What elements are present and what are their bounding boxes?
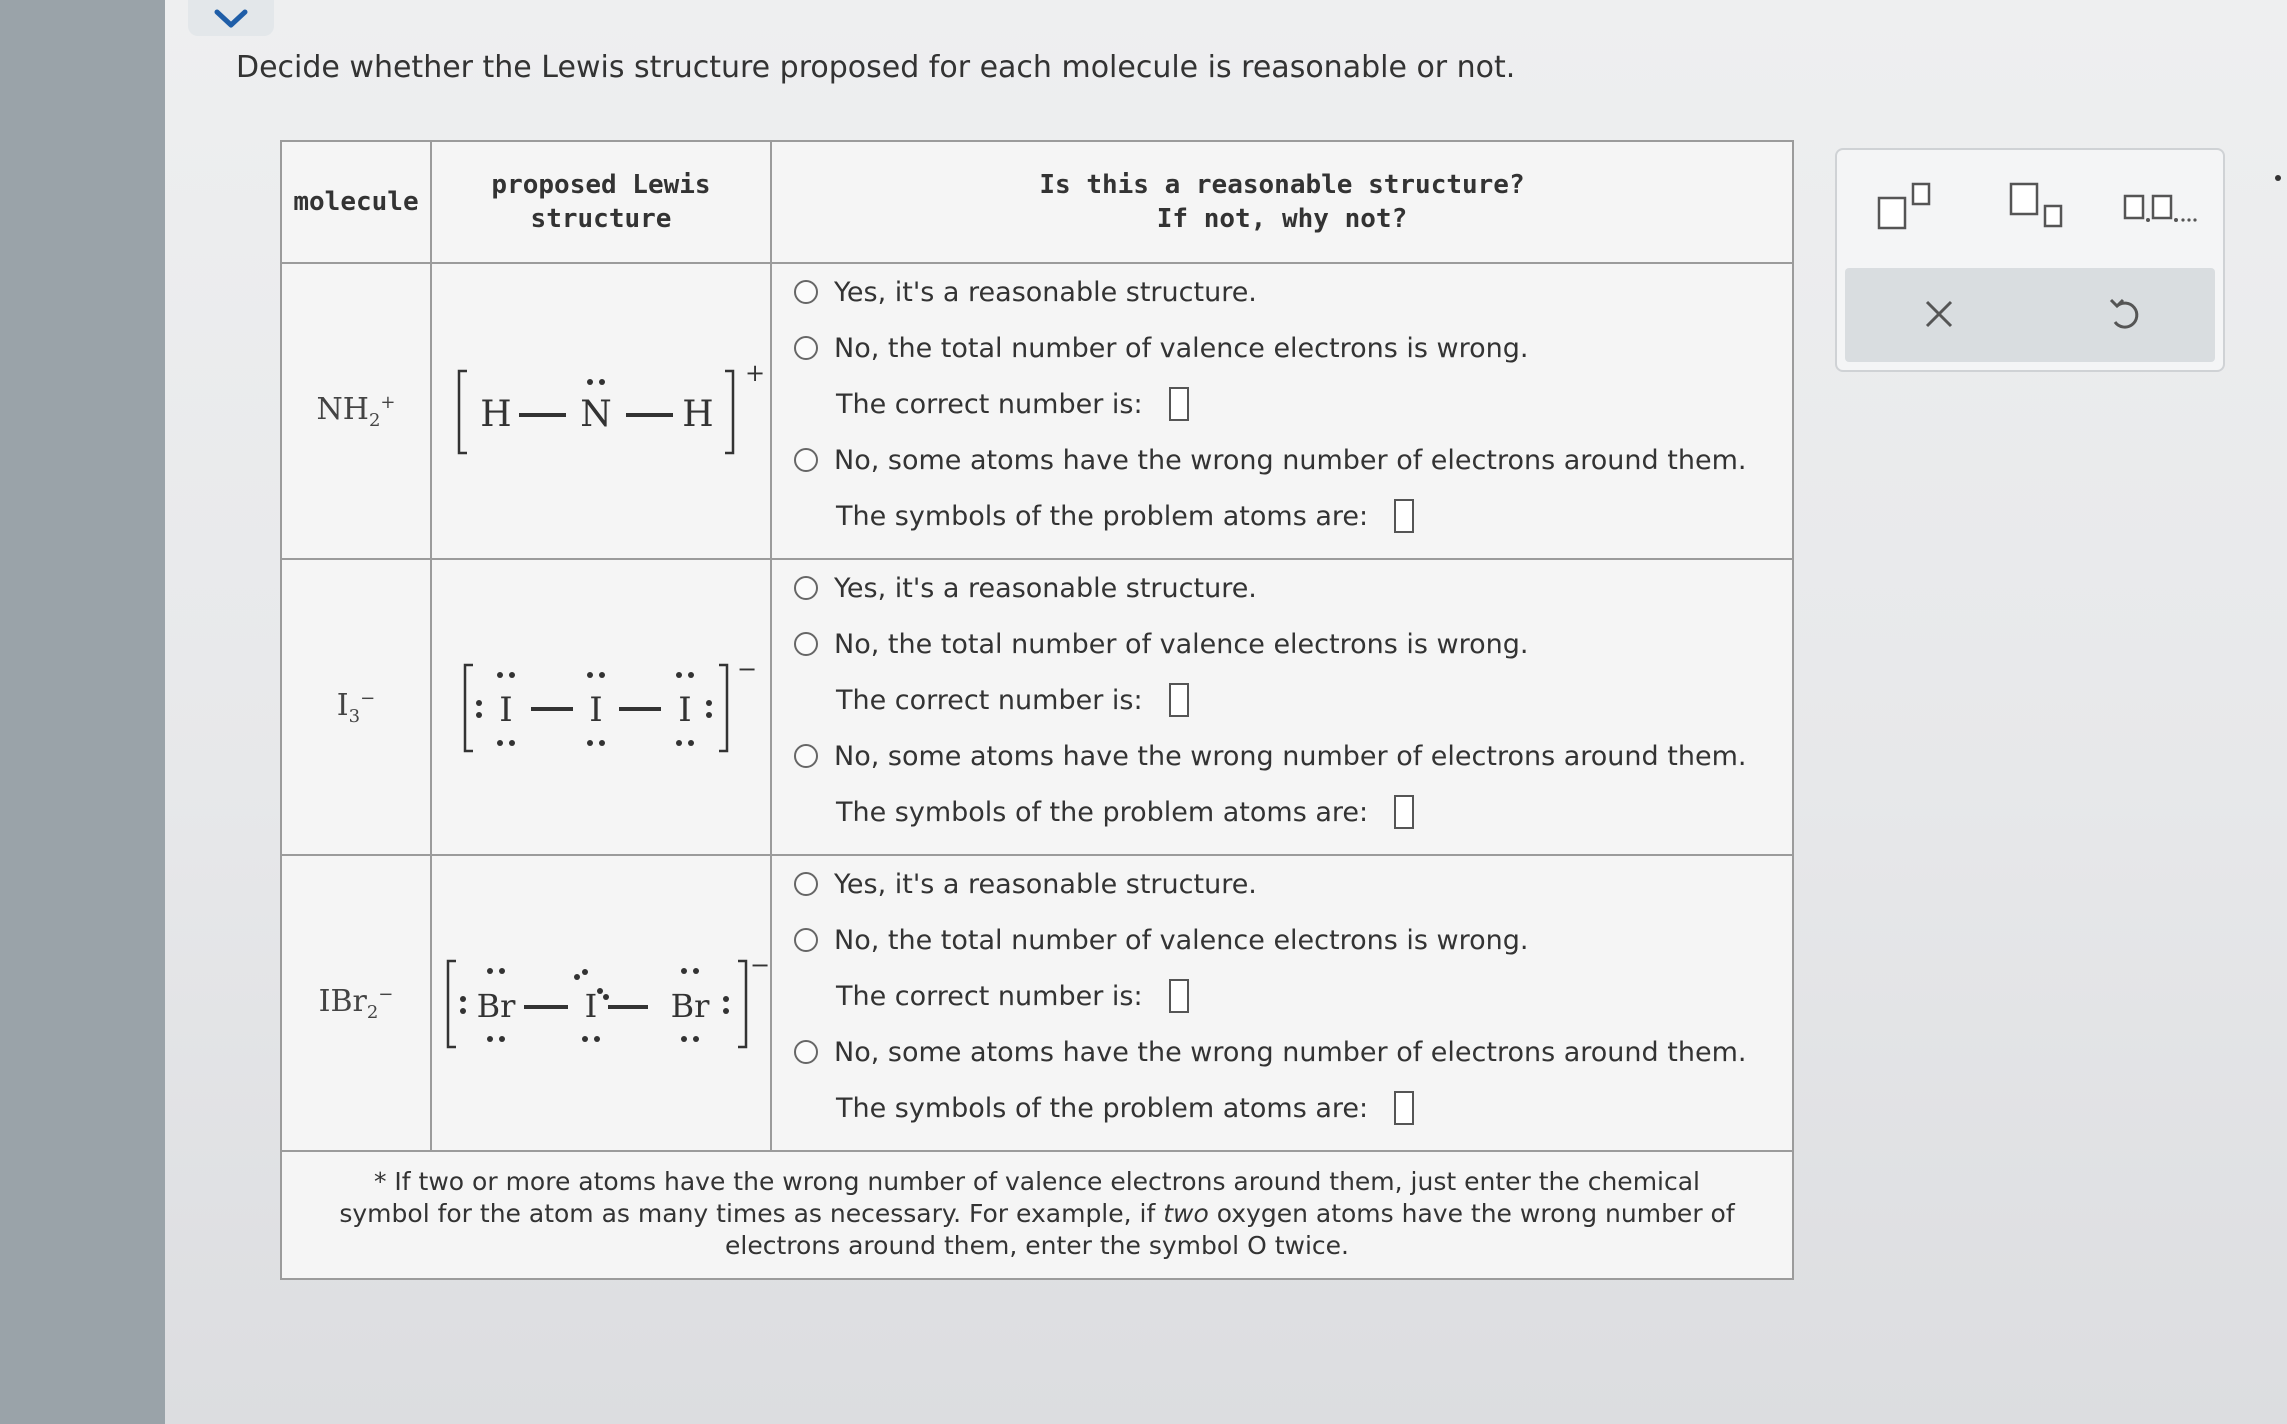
lone-pair-dot [587,740,593,746]
lone-pair-dot [594,1036,600,1042]
lone-pair-dot [693,968,699,974]
collapse-button[interactable] [188,0,274,36]
lone-pair-dot [460,1008,466,1014]
option-wrong-atoms[interactable]: No, some atoms have the wrong number of electrons around them. [794,432,1792,488]
toolbox-action-bar [1845,268,2215,362]
footnote-line2: symbol for the atom as many times as necessary. For example, if two oxygen atoms have the wrong number of [339,1199,1735,1228]
lewis-structure-table [280,140,1794,1280]
radio-yes[interactable] [794,280,818,304]
radio-wrong-count[interactable] [794,928,818,952]
lewis-structure-diagram [441,341,766,481]
lewis-structure-diagram [436,933,771,1073]
atom-label: Br [476,987,516,1025]
radio-wrong-count[interactable] [794,336,818,360]
answer-options-cell [771,855,1793,1151]
option-yes[interactable]: Yes, it's a reasonable structure. [794,560,1792,616]
answer-options-cell [771,559,1793,855]
footnote-line3: electrons around them, enter the symbol O twice. [725,1231,1349,1260]
lone-pair-dot [476,712,482,718]
lone-pair-dot [497,672,503,678]
lone-pair-dot [587,379,593,385]
lone-pair-dot [723,1008,729,1014]
lone-pair-dot [487,968,493,974]
molecule-formula: IBr$_2$− [318,983,394,1023]
molecule-formula: $I_3^-$ [336,687,376,727]
radio-wrong-atoms[interactable] [794,744,818,768]
option-yes[interactable]: Yes, it's a reasonable structure. [794,856,1792,912]
lone-pair-dot [509,672,515,678]
molecule-cell [281,855,431,1151]
lone-pair-dot [676,740,682,746]
lewis-structure-cell [431,263,771,559]
charge-label: − [750,951,771,979]
lone-pair-dot [574,974,580,980]
lone-pair-dot [681,968,687,974]
lewis-structure-diagram [441,637,761,777]
molecule-cell [281,263,431,559]
lone-pair-dot [706,712,712,718]
table-header-row [281,141,1793,263]
header-molecule: molecule [281,141,431,263]
lone-pair-dot [693,1036,699,1042]
header-lewis-line2: structure [530,204,672,234]
header-reason [771,141,1793,263]
radio-yes[interactable] [794,576,818,600]
lone-pair-dot [460,996,466,1002]
correct-number-line: The correct number is: [794,672,1792,728]
left-gray-strip [0,0,165,1424]
radio-yes[interactable] [794,872,818,896]
atom-label: H [480,394,512,435]
chevron-down-icon [211,6,251,30]
superscript-box-icon[interactable] [1875,180,1939,232]
lewis-structure-cell [431,559,771,855]
correct-number-line: The correct number is: [794,968,1792,1024]
problem-atoms-line: The symbols of the problem atoms are: [794,1080,1792,1136]
lone-pair-dot [706,700,712,706]
subscript-box-icon[interactable] [2007,180,2071,232]
problem-atoms-line: The symbols of the problem atoms are: [794,784,1792,840]
option-wrong-atoms[interactable]: No, some atoms have the wrong number of electrons around them. [794,728,1792,784]
lone-pair-dot [587,672,593,678]
lone-pair-dot [688,740,694,746]
lone-pair-dot [688,672,694,678]
option-yes[interactable]: Yes, it's a reasonable structure. [794,264,1792,320]
lone-pair-dot [497,740,503,746]
radio-wrong-count[interactable] [794,632,818,656]
instruction-text: Decide whether the Lewis structure proposed for each molecule is reasonable or not. [236,50,1516,85]
lone-pair-dot [509,740,515,746]
lone-pair-dot [597,988,603,994]
molecule-cell [281,559,431,855]
math-toolbox [1835,148,2225,372]
header-reason-line1: Is this a reasonable structure? [1039,170,1525,200]
lone-pair-dot [676,672,682,678]
footnote-row [281,1151,1793,1279]
lone-pair-dot [599,672,605,678]
atom-label: I [499,690,513,730]
option-wrong-atoms[interactable]: No, some atoms have the wrong number of electrons around them. [794,1024,1792,1080]
lone-pair-dot [599,740,605,746]
lone-pair-dot [681,1036,687,1042]
lone-pair-dot [476,700,482,706]
option-wrong-count[interactable]: No, the total number of valence electrons is wrong. [794,616,1792,672]
problem-atoms-input[interactable] [1394,499,1414,533]
problem-atoms-input[interactable] [1394,1091,1414,1125]
lone-pair-dot [499,968,505,974]
footnote-line1: * If two or more atoms have the wrong number of valence electrons around them, just enter the chemical [373,1167,1700,1196]
lone-pair-dot [723,996,729,1002]
lone-pair-dot [599,379,605,385]
option-wrong-count[interactable]: No, the total number of valence electrons is wrong. [794,320,1792,376]
footnote [281,1151,1793,1279]
header-lewis [431,141,771,263]
correct-number-line: The correct number is: [794,376,1792,432]
lone-pair-dot [582,969,588,975]
atom-label: Br [670,987,710,1025]
molecule-formula: $NH_2^+$ [316,391,396,431]
header-lewis-line1: proposed Lewis [491,170,711,200]
atom-label: I [589,690,603,730]
close-icon[interactable] [1921,296,1957,332]
lone-pair-dot [487,1036,493,1042]
problem-atoms-input[interactable] [1394,795,1414,829]
comma-list-icon[interactable] [2121,188,2211,228]
header-reason-line2: If not, why not? [1156,204,1408,234]
atom-label: N [580,394,612,435]
option-wrong-count[interactable]: No, the total number of valence electrons is wrong. [794,912,1792,968]
radio-wrong-atoms[interactable] [794,1040,818,1064]
charge-label: + [745,359,766,387]
table-row [281,559,1793,855]
problem-atoms-line: The symbols of the problem atoms are: [794,488,1792,544]
lone-pair-dot [582,1036,588,1042]
atom-label: I [584,987,598,1025]
radio-wrong-atoms[interactable] [794,448,818,472]
atom-label: I [678,690,692,730]
lone-pair-dot [603,994,609,1000]
answer-options-cell [771,263,1793,559]
correct-number-input[interactable] [1169,979,1189,1013]
charge-label: − [737,655,758,683]
table-row [281,855,1793,1151]
lewis-structure-cell [431,855,771,1151]
undo-icon[interactable] [2105,292,2145,336]
stray-dot [2275,175,2281,181]
correct-number-input[interactable] [1169,683,1189,717]
table-row [281,263,1793,559]
correct-number-input[interactable] [1169,387,1189,421]
lone-pair-dot [499,1036,505,1042]
atom-label: H [682,394,714,435]
